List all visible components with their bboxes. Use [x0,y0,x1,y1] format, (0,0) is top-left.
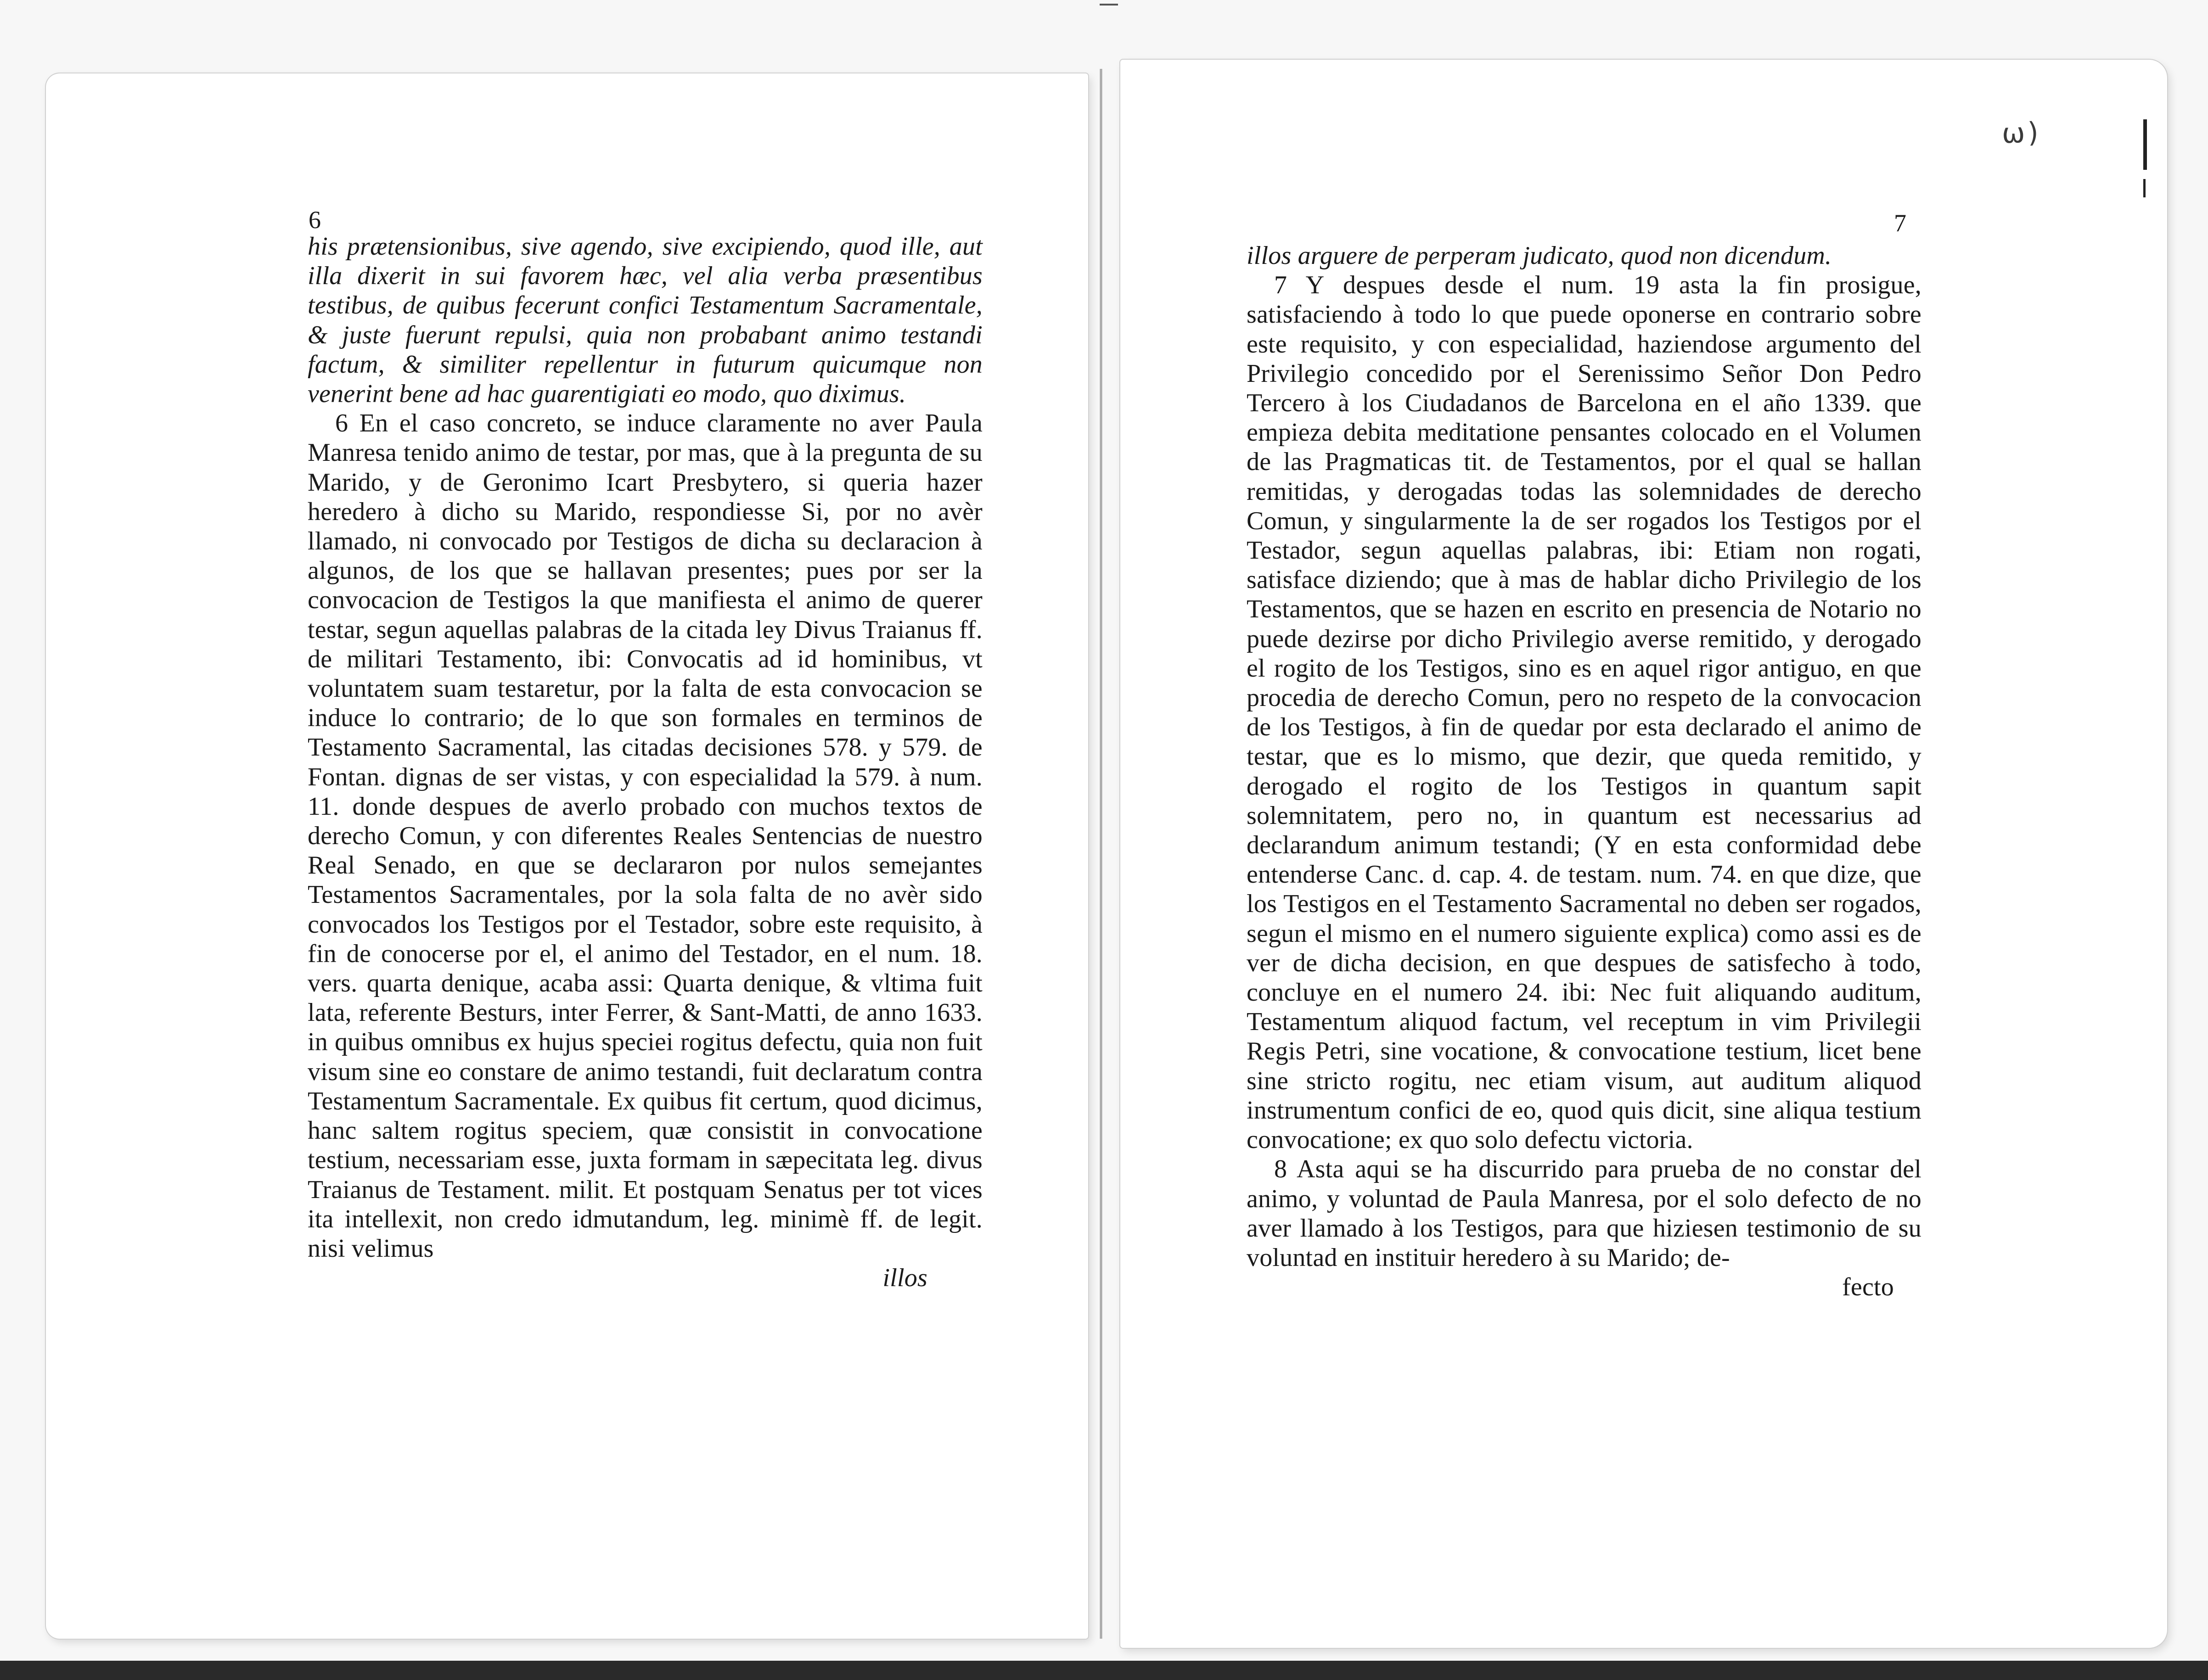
handwritten-folio-note: ω) [2001,116,2042,150]
right-paragraph-8: 8 Asta aqui se ha discurrido para prueba de no constar del animo, y voluntad de Paula Manresa, por el solo defecto de no aver llamado à los Testigos, para que hiziesen testimonio de su voluntad en instituir heredero à su Marido; de- [1247,1155,1921,1272]
left-paragraph-continuation: his prætensionibus, sive agendo, sive excipiendo, quod ille, aut illa dixerit in sui favorem hæc, vel alia verba præsentibus testibus, de quibus fecerunt confici Testamentum Sacramentale, & juste fuerunt repulsi, quia non probabant animo testandi factum, & similiter repellentur in futurum quicumque non venerint bene ad hac guarentigiati eo modo, quo diximus. [308,232,983,409]
right-text-column [1247,241,1921,1302]
left-text-column [308,232,983,1293]
right-catchword: fecto [1842,1273,1894,1302]
right-page-number: 7 [1894,209,1906,237]
right-paragraph-7: 7 Y despues desde el num. 19 asta la fin prosigue, satisfaciendo à todo lo que puede oponerse en contrario sobre este requisito, y con especialidad, haziendose argumento del Privilegio concedido por el Serenissimo Señor Don Pedro Tercero à los Ciudadanos de Barcelona en el año 1339. que empieza debita meditatione pensantes colocado en el Volumen de las Pragmaticas tit. de Testamentos, por el qual se hallan remitidas, y derogadas todas las solemnidades de derecho Comun, y singularmente la de ser rogados los Testigos por el Testador, segun aquellas palabras, ibi: Etiam non rogati, satisface diziendo; que à mas de hablar dicho Privilegio de los Testamentos, que se hazen en escrito en presencia de Notario no puede dezirse por dicho Privilegio averse remitido, y derogado el rogito de los Testigos, sino es en aquel rigor antiguo, en que procedia de derecho Comun, pero no respeto de la convocacion de los Testigos, à fin de quedar por esta declarado el animo de testar, que es lo mismo, que dezir, que queda remitido, y derogado el rogito de los Testigos in quantum sapit solemnitatem, pero no, in quantum est necessarius ad declarandum animum testandi; (Y en esta conformidad debe entenderse Canc. d. cap. 4. de testam. num. 74. en que dize, que los Testigos en el Testamento Sacramental no deben ser rogados, segun el mismo en el numero siguiente explica) como assi es de ver de dicha decision, en que despues de satisfecho à todo, concluye en el numero 24. ibi: Nec fuit aliquando auditum, Testamentum aliquod factum, vel receptum in vim Privilegii Regis Petri, sine vocatione, & convocatione testium, licet bene sine stricto rogitu, nec etiam visum, aut auditum aliquod instrumentum confici de eo, quod quis dicit, sine aliqua testium convocatione; ex quo solo defectu victoria. [1247,271,1921,1154]
binding-top-mark [1100,4,1118,6]
left-paragraph-6: 6 En el caso concreto, se induce claramente no aver Paula Manresa tenido animo de testar, por mas, que à la pregunta de su Marido, y de Geronimo Icart Presbytero, si queria hazer heredero à dicho su Marido, respondiesse Si, por no avèr llamado, ni convocado por Testigos de dicha su declaracion à algunos, de los que se hallavan presentes; pues por ser la convocacion de Testigos la que manifiesta el animo de querer testar, segun aquellas palabras de la citada ley Divus Traianus ff. de militari Testamento, ibi: Convocatis ad id hominibus, vt voluntatem suam testaretur, por la falta de esta convocacion se induce lo contrario; de lo que son formales en terminos de Testamento Sacramental, las citadas decisiones 578. y 579. de Fontan. dignas de ser vistas, y con especialidad la 579. à num. 11. donde despues de averlo probado con muchos textos de derecho Comun, y con diferentes Reales Sentencias de nuestro Real Senado, en que se declararon por nulos semejantes Testamentos Sacramentales, por la sola falta de no avèr sido convocados los Testigos por el Testador, sobre este requisito, à fin de conocerse por el, el animo del Testador, en el num. 18. vers. quarta denique, acaba assi: Quarta denique, & vltima fuit lata, referente Besturs, inter Ferrer, & Sant-Matti, de anno 1633. in quibus omnibus ex hujus speciei rogitus defectu, quia non fuit visum sine eo constare de animo testandi, fuit declaratum contra Testamentum Sacramentale. Ex quibus fit certum, quod dicimus, hanc saltem rogitus speciem, quæ consistit in convocatione testium, necessariam esse, juxta formam in sæpecitata leg. divus Traianus de Testament. milit. Et postquam Senatus per tot vices ita intellexit, non credo idmutandum, leg. minimè ff. de legit. nisi velimus [308,409,983,1263]
right-paragraph-continuation: illos arguere de perperam judicato, quod non dicendum. [1247,241,1832,270]
book-gutter [1100,69,1102,1639]
edge-mark [2143,119,2147,170]
edge-mark-small [2143,179,2146,197]
scanner-bottom-edge [0,1661,2208,1680]
left-page-number: 6 [309,206,321,234]
left-catchword: illos [882,1264,927,1293]
